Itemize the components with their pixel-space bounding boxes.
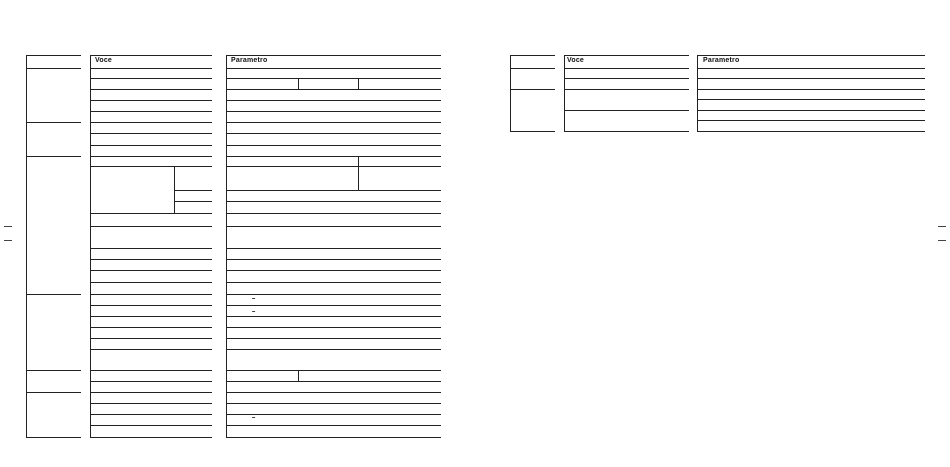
table-rule-horizontal bbox=[90, 100, 212, 101]
table-rule-horizontal bbox=[90, 78, 212, 79]
table-rule-horizontal bbox=[226, 370, 441, 371]
table-rule-horizontal bbox=[697, 131, 925, 132]
table-rule-horizontal bbox=[90, 270, 212, 271]
table-rule-vertical bbox=[298, 78, 299, 89]
table-rule-horizontal bbox=[697, 55, 925, 56]
table-rule-horizontal bbox=[90, 437, 212, 438]
table-rule-horizontal bbox=[226, 327, 441, 328]
table-rule-horizontal bbox=[226, 166, 441, 167]
table-rule-horizontal bbox=[90, 282, 212, 283]
table-rule-horizontal bbox=[226, 392, 441, 393]
table-rule-horizontal bbox=[226, 316, 441, 317]
table-rule-horizontal bbox=[90, 248, 212, 249]
table-rule-horizontal bbox=[226, 145, 441, 146]
table-rule-horizontal bbox=[226, 122, 441, 123]
table-rule-horizontal bbox=[226, 89, 441, 90]
table-rule-horizontal bbox=[226, 226, 441, 227]
table-rule-horizontal bbox=[510, 131, 555, 132]
table-rule-horizontal bbox=[174, 201, 212, 202]
table-rule-horizontal bbox=[226, 349, 441, 350]
margin-mark bbox=[4, 240, 12, 241]
table-rule-horizontal bbox=[510, 89, 555, 90]
table-rule-horizontal bbox=[226, 133, 441, 134]
table-rule-horizontal bbox=[697, 68, 925, 69]
table-rule-horizontal bbox=[90, 89, 212, 90]
table-rule-horizontal bbox=[226, 78, 441, 79]
table-rule-horizontal bbox=[564, 131, 689, 132]
table-rule-horizontal bbox=[510, 55, 555, 56]
table-rule-vertical bbox=[26, 55, 27, 437]
dc-symbol: ⎓ bbox=[252, 415, 256, 420]
table-rule-horizontal bbox=[26, 294, 81, 295]
table-rule-horizontal bbox=[226, 100, 441, 101]
table-rule-horizontal bbox=[90, 133, 212, 134]
table-rule-horizontal bbox=[90, 370, 212, 371]
table-rule-vertical bbox=[298, 370, 299, 381]
table-rule-horizontal bbox=[226, 190, 441, 191]
table-rule-horizontal bbox=[564, 89, 689, 90]
table-rule-vertical bbox=[226, 55, 227, 437]
table-rule-horizontal bbox=[226, 403, 441, 404]
dc-symbol: ⎓ bbox=[252, 309, 256, 314]
table-rule-horizontal bbox=[564, 55, 689, 56]
table-rule-horizontal bbox=[226, 425, 441, 426]
table-rule-horizontal bbox=[226, 437, 441, 438]
table-rule-horizontal bbox=[90, 55, 212, 56]
table-rule-horizontal bbox=[226, 201, 441, 202]
table-rule-horizontal bbox=[90, 316, 212, 317]
table-rule-horizontal bbox=[226, 68, 441, 69]
table-rule-horizontal bbox=[226, 305, 441, 306]
table-rule-horizontal bbox=[90, 294, 212, 295]
table-rule-horizontal bbox=[226, 414, 441, 415]
table-rule-horizontal bbox=[174, 190, 212, 191]
table-rule-horizontal bbox=[697, 120, 925, 121]
table-rule-horizontal bbox=[90, 68, 212, 69]
table-rule-horizontal bbox=[564, 78, 689, 79]
table-rule-horizontal bbox=[90, 381, 212, 382]
margin-mark bbox=[938, 240, 946, 241]
table-rule-horizontal bbox=[90, 338, 212, 339]
table-rule-vertical bbox=[174, 166, 175, 213]
table-rule-horizontal bbox=[26, 122, 81, 123]
table-rule-vertical bbox=[358, 78, 359, 89]
table-rule-vertical bbox=[510, 55, 511, 131]
table-rule-horizontal bbox=[564, 68, 689, 69]
table-rule-horizontal bbox=[226, 55, 441, 56]
table-rule-horizontal bbox=[697, 78, 925, 79]
table-rule-horizontal bbox=[90, 213, 212, 214]
table-rule-horizontal bbox=[90, 403, 212, 404]
left-header-parametro: Parametro bbox=[231, 57, 268, 64]
left-header-voce: Voce bbox=[95, 57, 113, 64]
table-rule-horizontal bbox=[697, 110, 925, 111]
table-rule-horizontal bbox=[26, 392, 81, 393]
table-rule-horizontal bbox=[90, 111, 212, 112]
right-header-parametro: Parametro bbox=[703, 57, 740, 64]
table-rule-horizontal bbox=[90, 226, 212, 227]
table-rule-horizontal bbox=[26, 55, 81, 56]
margin-mark bbox=[4, 226, 12, 227]
table-rule-horizontal bbox=[226, 294, 441, 295]
table-rule-horizontal bbox=[90, 414, 212, 415]
table-rule-horizontal bbox=[564, 110, 689, 111]
table-rule-horizontal bbox=[90, 166, 212, 167]
table-rule-horizontal bbox=[226, 259, 441, 260]
table-rule-horizontal bbox=[226, 156, 441, 157]
table-rule-horizontal bbox=[226, 282, 441, 283]
table-rule-horizontal bbox=[90, 349, 212, 350]
table-rule-horizontal bbox=[26, 437, 81, 438]
table-rule-horizontal bbox=[226, 381, 441, 382]
margin-mark bbox=[938, 226, 946, 227]
table-rule-horizontal bbox=[90, 327, 212, 328]
table-rule-horizontal bbox=[226, 270, 441, 271]
table-rule-horizontal bbox=[226, 248, 441, 249]
table-rule-horizontal bbox=[90, 305, 212, 306]
table-rule-horizontal bbox=[90, 392, 212, 393]
table-rule-horizontal bbox=[90, 156, 212, 157]
right-header-voce: Voce bbox=[567, 57, 585, 64]
table-rule-horizontal bbox=[697, 99, 925, 100]
table-rule-vertical bbox=[358, 156, 359, 190]
table-rule-horizontal bbox=[226, 213, 441, 214]
table-rule-horizontal bbox=[26, 370, 81, 371]
table-rule-vertical bbox=[564, 55, 565, 131]
table-rule-horizontal bbox=[226, 111, 441, 112]
table-rule-horizontal bbox=[90, 122, 212, 123]
table-rule-horizontal bbox=[510, 68, 555, 69]
table-rule-horizontal bbox=[90, 425, 212, 426]
table-rule-horizontal bbox=[90, 145, 212, 146]
table-rule-vertical bbox=[697, 55, 698, 131]
table-rule-horizontal bbox=[26, 156, 81, 157]
table-rule-horizontal bbox=[26, 68, 81, 69]
table-rule-vertical bbox=[90, 55, 91, 437]
dc-symbol: ⎓ bbox=[252, 296, 256, 301]
table-rule-horizontal bbox=[697, 89, 925, 90]
table-rule-horizontal bbox=[226, 338, 441, 339]
table-rule-horizontal bbox=[90, 259, 212, 260]
